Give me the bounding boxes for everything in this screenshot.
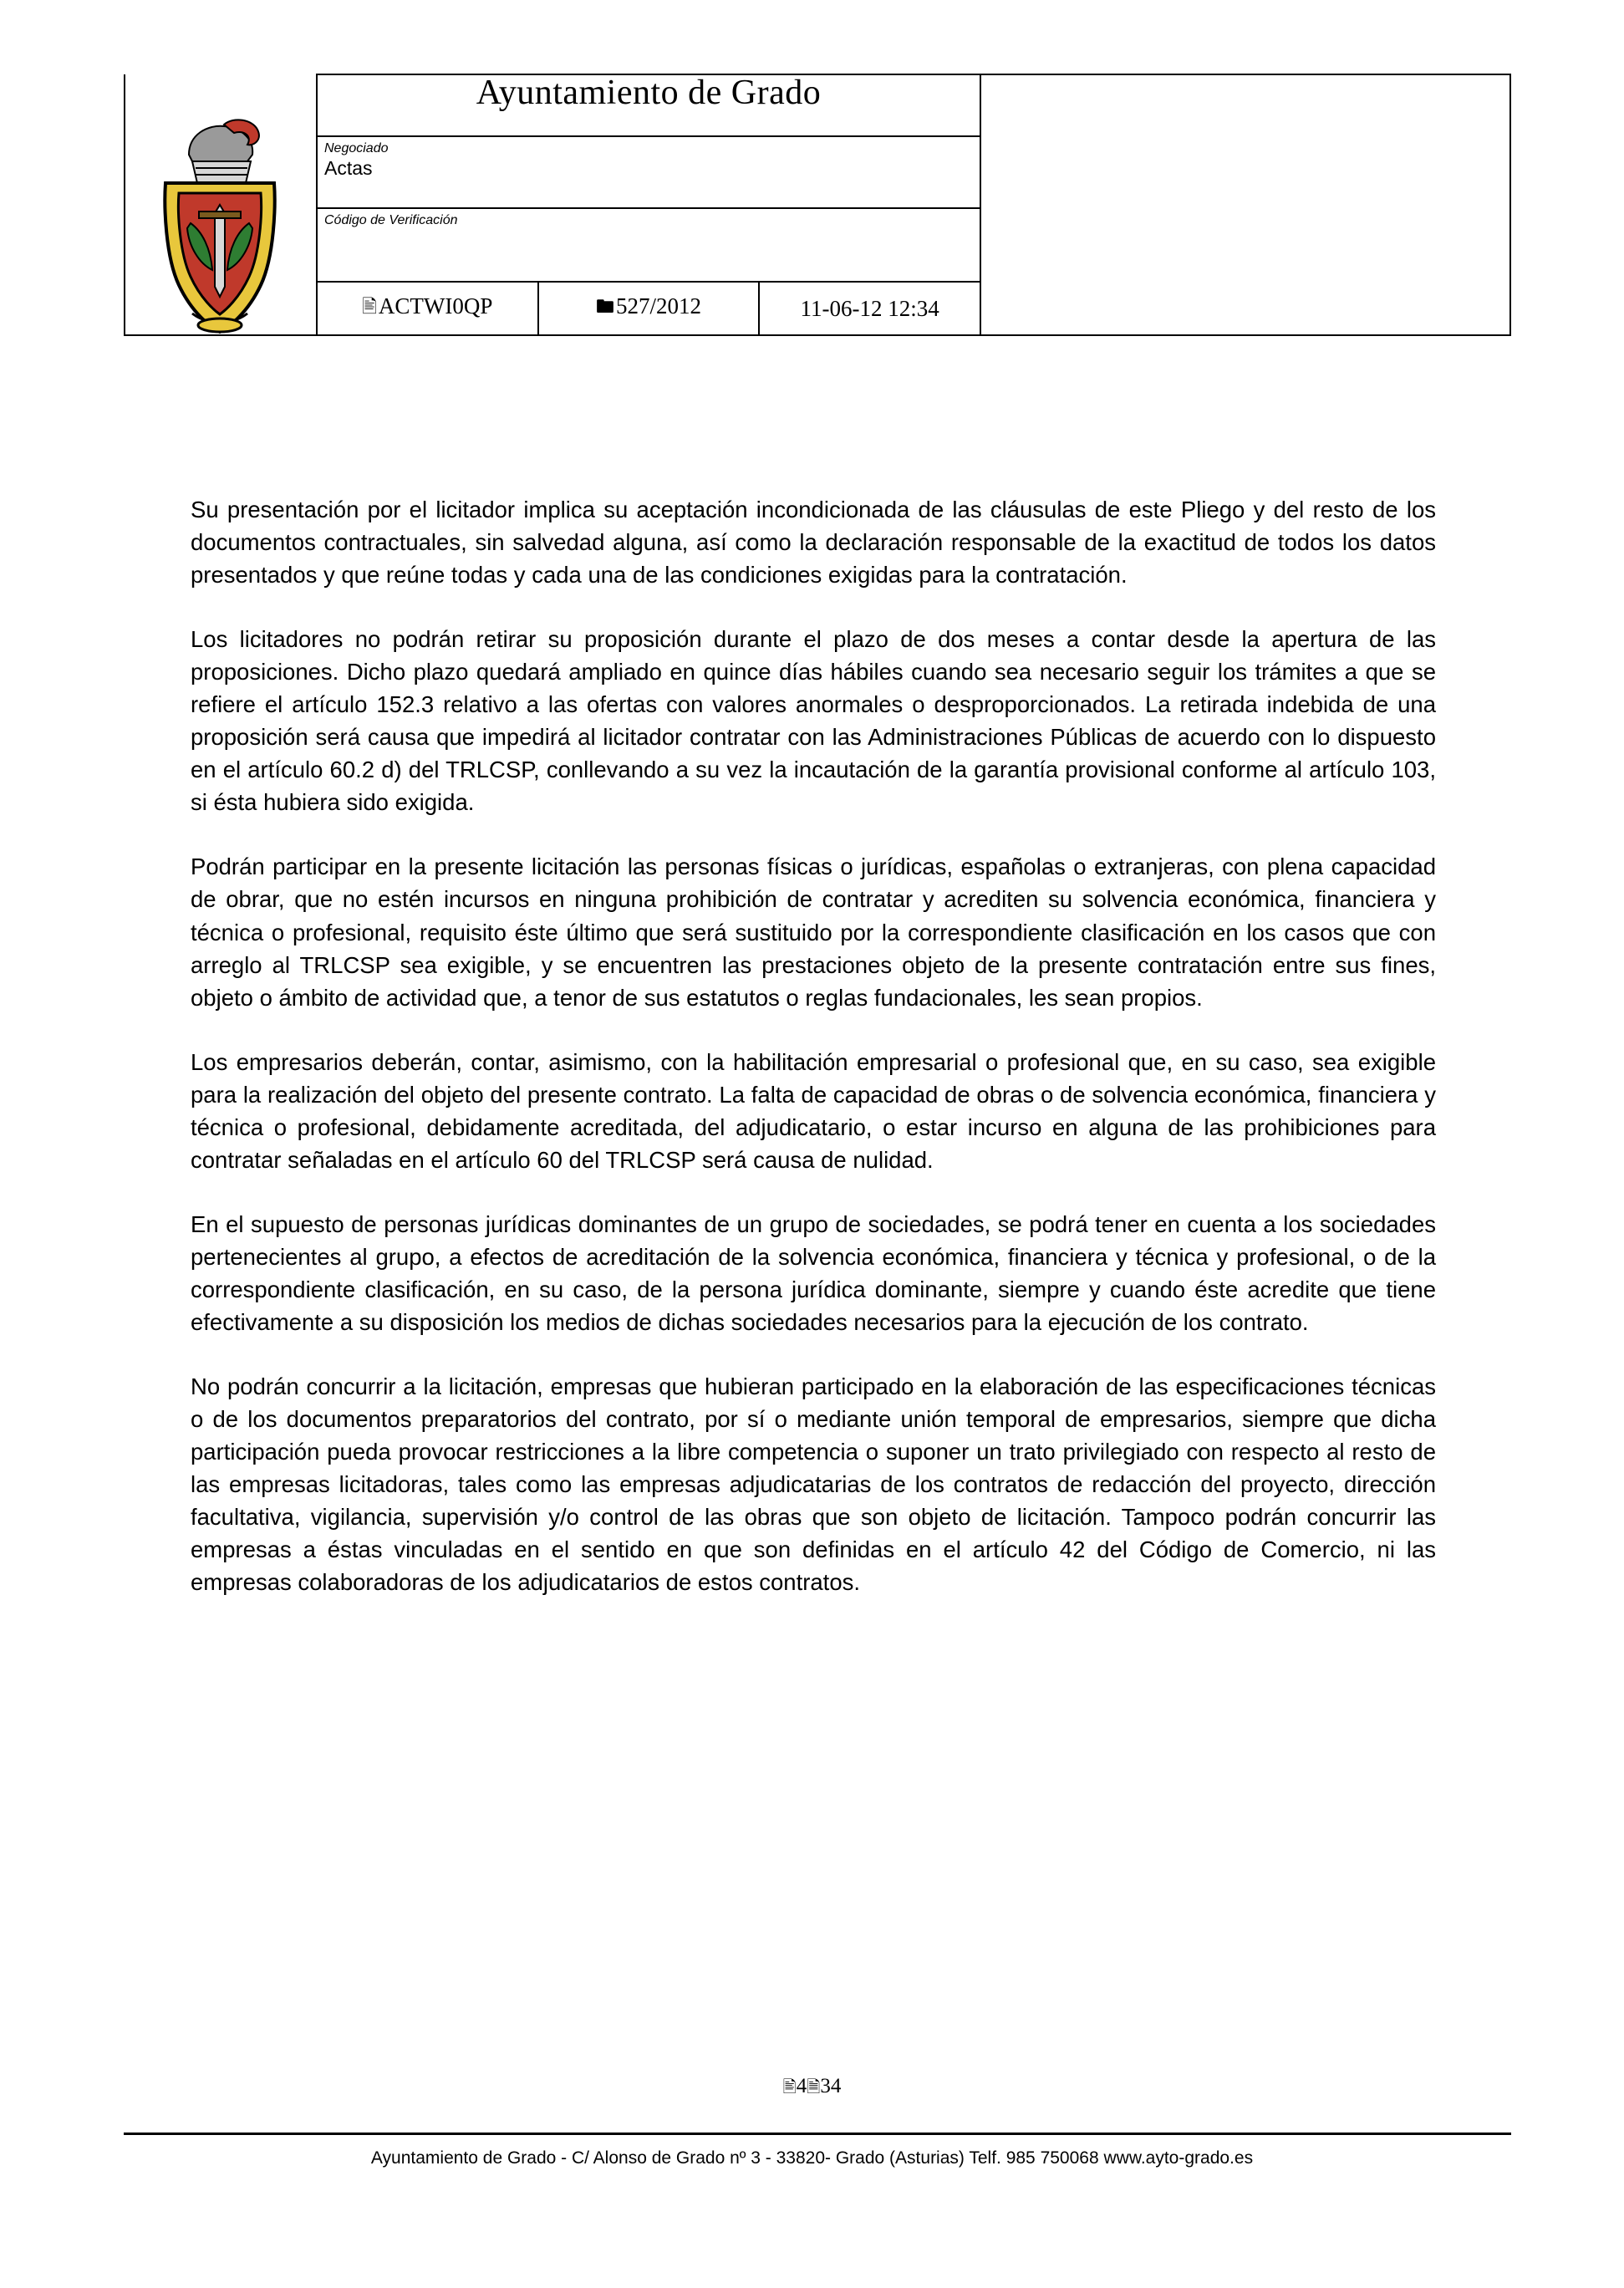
folder-icon: 🖿 xyxy=(595,297,614,318)
coat-of-arms-icon xyxy=(140,106,299,349)
pages-icon: 🗎 xyxy=(807,2077,821,2097)
paragraph: Su presentación por el licitador implica su aceptación incondicionada de las cláusulas de este Pliego y del resto de los documentos contractuales, sin salvedad alguna, así como la declaración responsable de la exactitud de todos los datos presentados y que reúne todas y cada una de las condiciones exigidas para la contratación. xyxy=(191,497,1436,589)
document-header xyxy=(124,74,1511,336)
negociado-cell xyxy=(317,136,980,208)
codigo-verificacion-value xyxy=(318,228,980,229)
page-current: 4 xyxy=(796,2075,807,2097)
paragraph: Los licitadores no podrán retirar su proposición durante el plazo de dos meses a contar desde la apertura de las proposiciones. Dicho plazo quedará ampliado en quince días hábiles cuando sea necesario seguir los trámites a que se refiere el artículo 152.3 relativo a las ofertas con valores anormales o desproporcionados. La retirada indebida de una proposición será causa que impedirá al licitador contratar con las Administraciones Públicas de acuerdo con lo dispuesto en el artículo 60.2 d) del TRLCSP, conllevando a su vez la incautación de la garantía provisional conforme al artículo 103, si ésta hubiera sido exigida. xyxy=(191,626,1436,816)
paragraph: En el supuesto de personas jurídicas dominantes de un grupo de sociedades, se podrá tener en cuenta a los sociedades pertenecientes al grupo, a efectos de acreditación de la solvencia económica, financiera y técnica y profesional, o de la correspondiente clasificación, en su caso, de la persona jurídica dominante, siempre y cuando éste acredite que tiene efectivamente a su disposición los medios de dichas sociedades necesarios para la ejecución de los contrato. xyxy=(191,1210,1436,1335)
datetime-cell xyxy=(759,282,980,335)
expedient-value: 527/2012 xyxy=(615,293,701,318)
document-body xyxy=(191,493,1436,1598)
document-code-value: ACTWI0QP xyxy=(378,293,493,318)
page-total: 34 xyxy=(820,2075,842,2097)
paragraph: Los empresarios deberán, contar, asimismo, con la habilitación empresarial o profesional que, en su caso, sea exigible para la realización del objeto del presente contrato. La falta de capacidad de obras o de solvencia económica, financiera y técnica o profesional, debidamente acreditada, del adjudicatario, o estar incurso en alguna de las prohibiciones para contratar señaladas en el artículo 60 del TRLCSP será causa de nulidad. xyxy=(191,1048,1436,1173)
datetime-value: 11-06-12 12:34 xyxy=(800,295,939,321)
document-icon: 🖹 xyxy=(362,297,377,318)
codigo-verificacion-cell xyxy=(317,208,980,282)
page-title: Ayuntamiento de Grado xyxy=(476,74,822,112)
paragraph: Podrán participar en la presente licitación las personas físicas o jurídicas, españolas o extranjeras, con plena capacidad de obrar, que no estén incursos en ninguna prohibición de contratar y acrediten su solvencia económica, financiera y técnica o profesional, requisito éste último que será sustituido por la correspondiente clasificación en los casos que con arreglo al TRLCSP sea exigible, y se encuentren las prestaciones objeto de la presente contratación entre sus fines, objeto o ámbito de actividad que, a tenor de sus estatutos o reglas fundacionales, les sean propios. xyxy=(191,854,1436,1011)
document-code-cell xyxy=(317,282,538,335)
header-title-cell xyxy=(317,74,980,136)
header-right-blank xyxy=(980,74,1510,335)
header-table xyxy=(124,74,1511,336)
expedient-cell xyxy=(538,282,760,335)
negociado-label: Negociado xyxy=(324,141,389,155)
codigo-verificacion-label: Código de Verificación xyxy=(324,213,458,227)
footer-address: Ayuntamiento de Grado - C/ Alonso de Grado nº 3 - 33820- Grado (Asturias) Telf. 985 750068 www.ayto-grado.es xyxy=(370,2148,1254,2168)
negociado-value: Actas xyxy=(324,156,373,179)
document-icon: 🖹 xyxy=(782,2077,797,2097)
page-number xyxy=(0,2075,1624,2103)
crest-cell xyxy=(125,74,317,335)
footer-divider xyxy=(124,2133,1511,2135)
paragraph: No podrán concurrir a la licitación, empresas que hubieran participado en la elaboración de las especificaciones técnicas o de los documentos preparatorios del contrato, por sí o mediante unión temporal de empresarios, siempre que dicha participación pueda provocar restricciones a la libre competencia o suponer un trato privilegiado con respecto al resto de las empresas licitadoras, tales como las empresas adjudicatarias de los contratos de redacción del proyecto, dirección facultativa, vigilancia, supervisión y/o control de las obras que son objeto de licitación. Tampoco podrán concurrir las empresas a éstas vinculadas en el sentido en que son definidas en el artículo 42 del Código de Comercio, ni las empresas colaboradoras de los adjudicatarios de estos contratos. xyxy=(191,1373,1436,1596)
